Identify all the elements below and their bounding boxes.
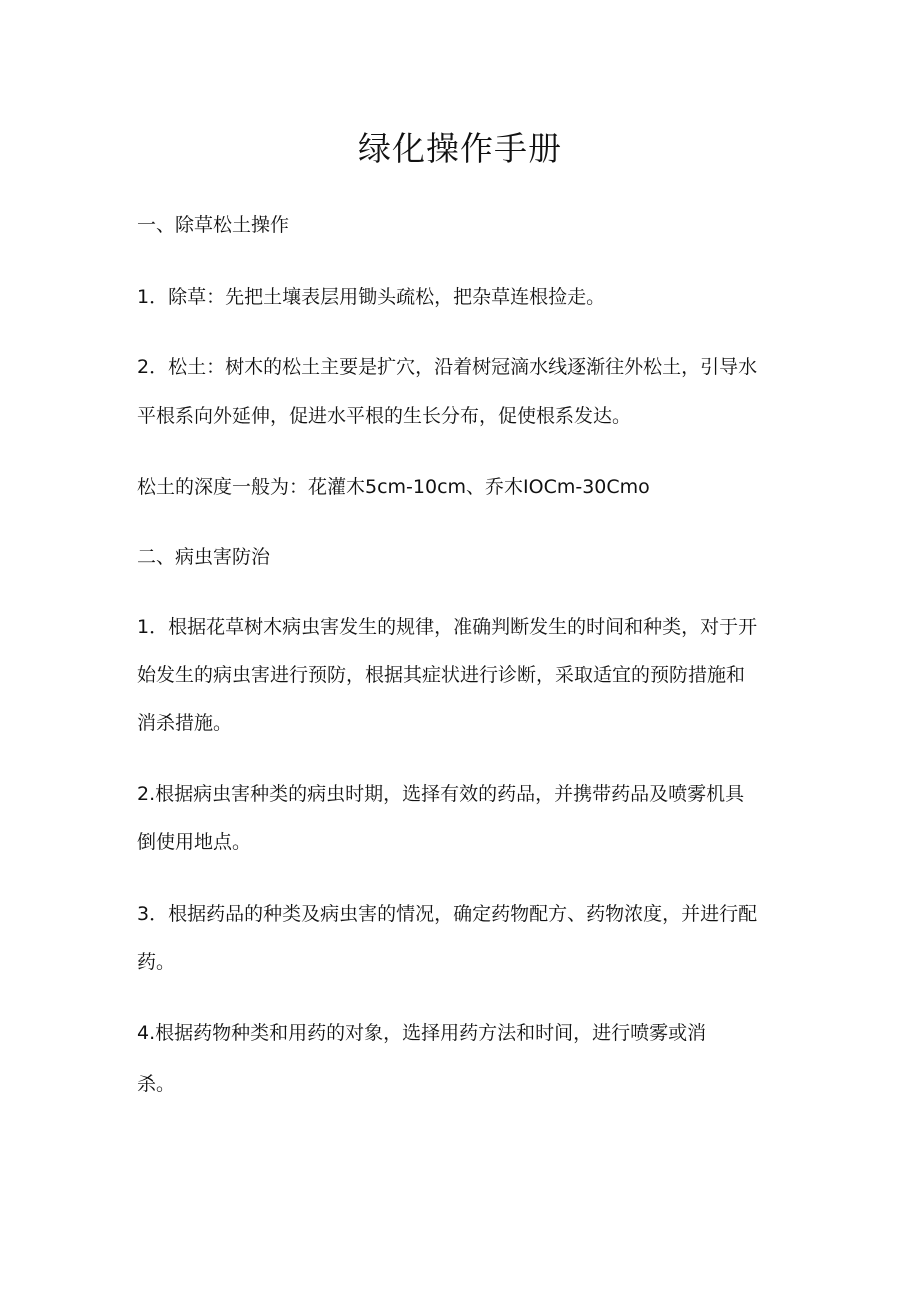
paragraph-pest-1-line-1: 1．根据花草树木病虫害发生的规律，准确判断发生的时间和种类，对于开 xyxy=(137,616,758,638)
paragraph-pest-2-line-2: 倒使用地点。 xyxy=(137,831,252,853)
document-title: 绿化操作手册 xyxy=(358,129,562,168)
section-heading-pest-control: 二、病虫害防治 xyxy=(137,546,271,568)
paragraph-pest-3-line-2: 药。 xyxy=(137,951,176,973)
section-heading-weeding: 一、除草松土操作 xyxy=(137,214,290,236)
paragraph-weeding: 1．除草：先把土壤表层用锄头疏松，把杂草连根捡走。 xyxy=(137,286,606,308)
paragraph-pest-1-line-2: 始发生的病虫害进行预防，根据其症状进行诊断，采取适宜的预防措施和 xyxy=(137,664,746,686)
paragraph-pest-2-line-1: 2.根据病虫害种类的病虫时期，选择有效的药品，并携带药品及喷雾机具 xyxy=(137,783,745,805)
paragraph-loosening-line-2: 平根系向外延伸，促进水平根的生长分布，促使根系发达。 xyxy=(137,405,632,427)
paragraph-loosening-line-1: 2．松土：树木的松土主要是扩穴，沿着树冠滴水线逐渐往外松土，引导水 xyxy=(137,356,758,378)
paragraph-pest-1-line-3: 消杀措施。 xyxy=(137,712,233,734)
paragraph-loosening-depth: 松土的深度一般为：花灌木5cm-10cm、乔木IOCm-30Cmo xyxy=(137,476,650,498)
paragraph-pest-4-line-2: 杀。 xyxy=(137,1073,176,1095)
paragraph-pest-3-line-1: 3．根据药品的种类及病虫害的情况，确定药物配方、药物浓度，并进行配 xyxy=(137,903,758,925)
paragraph-pest-4-line-1: 4.根据药物种类和用药的对象，选择用药方法和时间，进行喷雾或消 xyxy=(137,1022,707,1044)
